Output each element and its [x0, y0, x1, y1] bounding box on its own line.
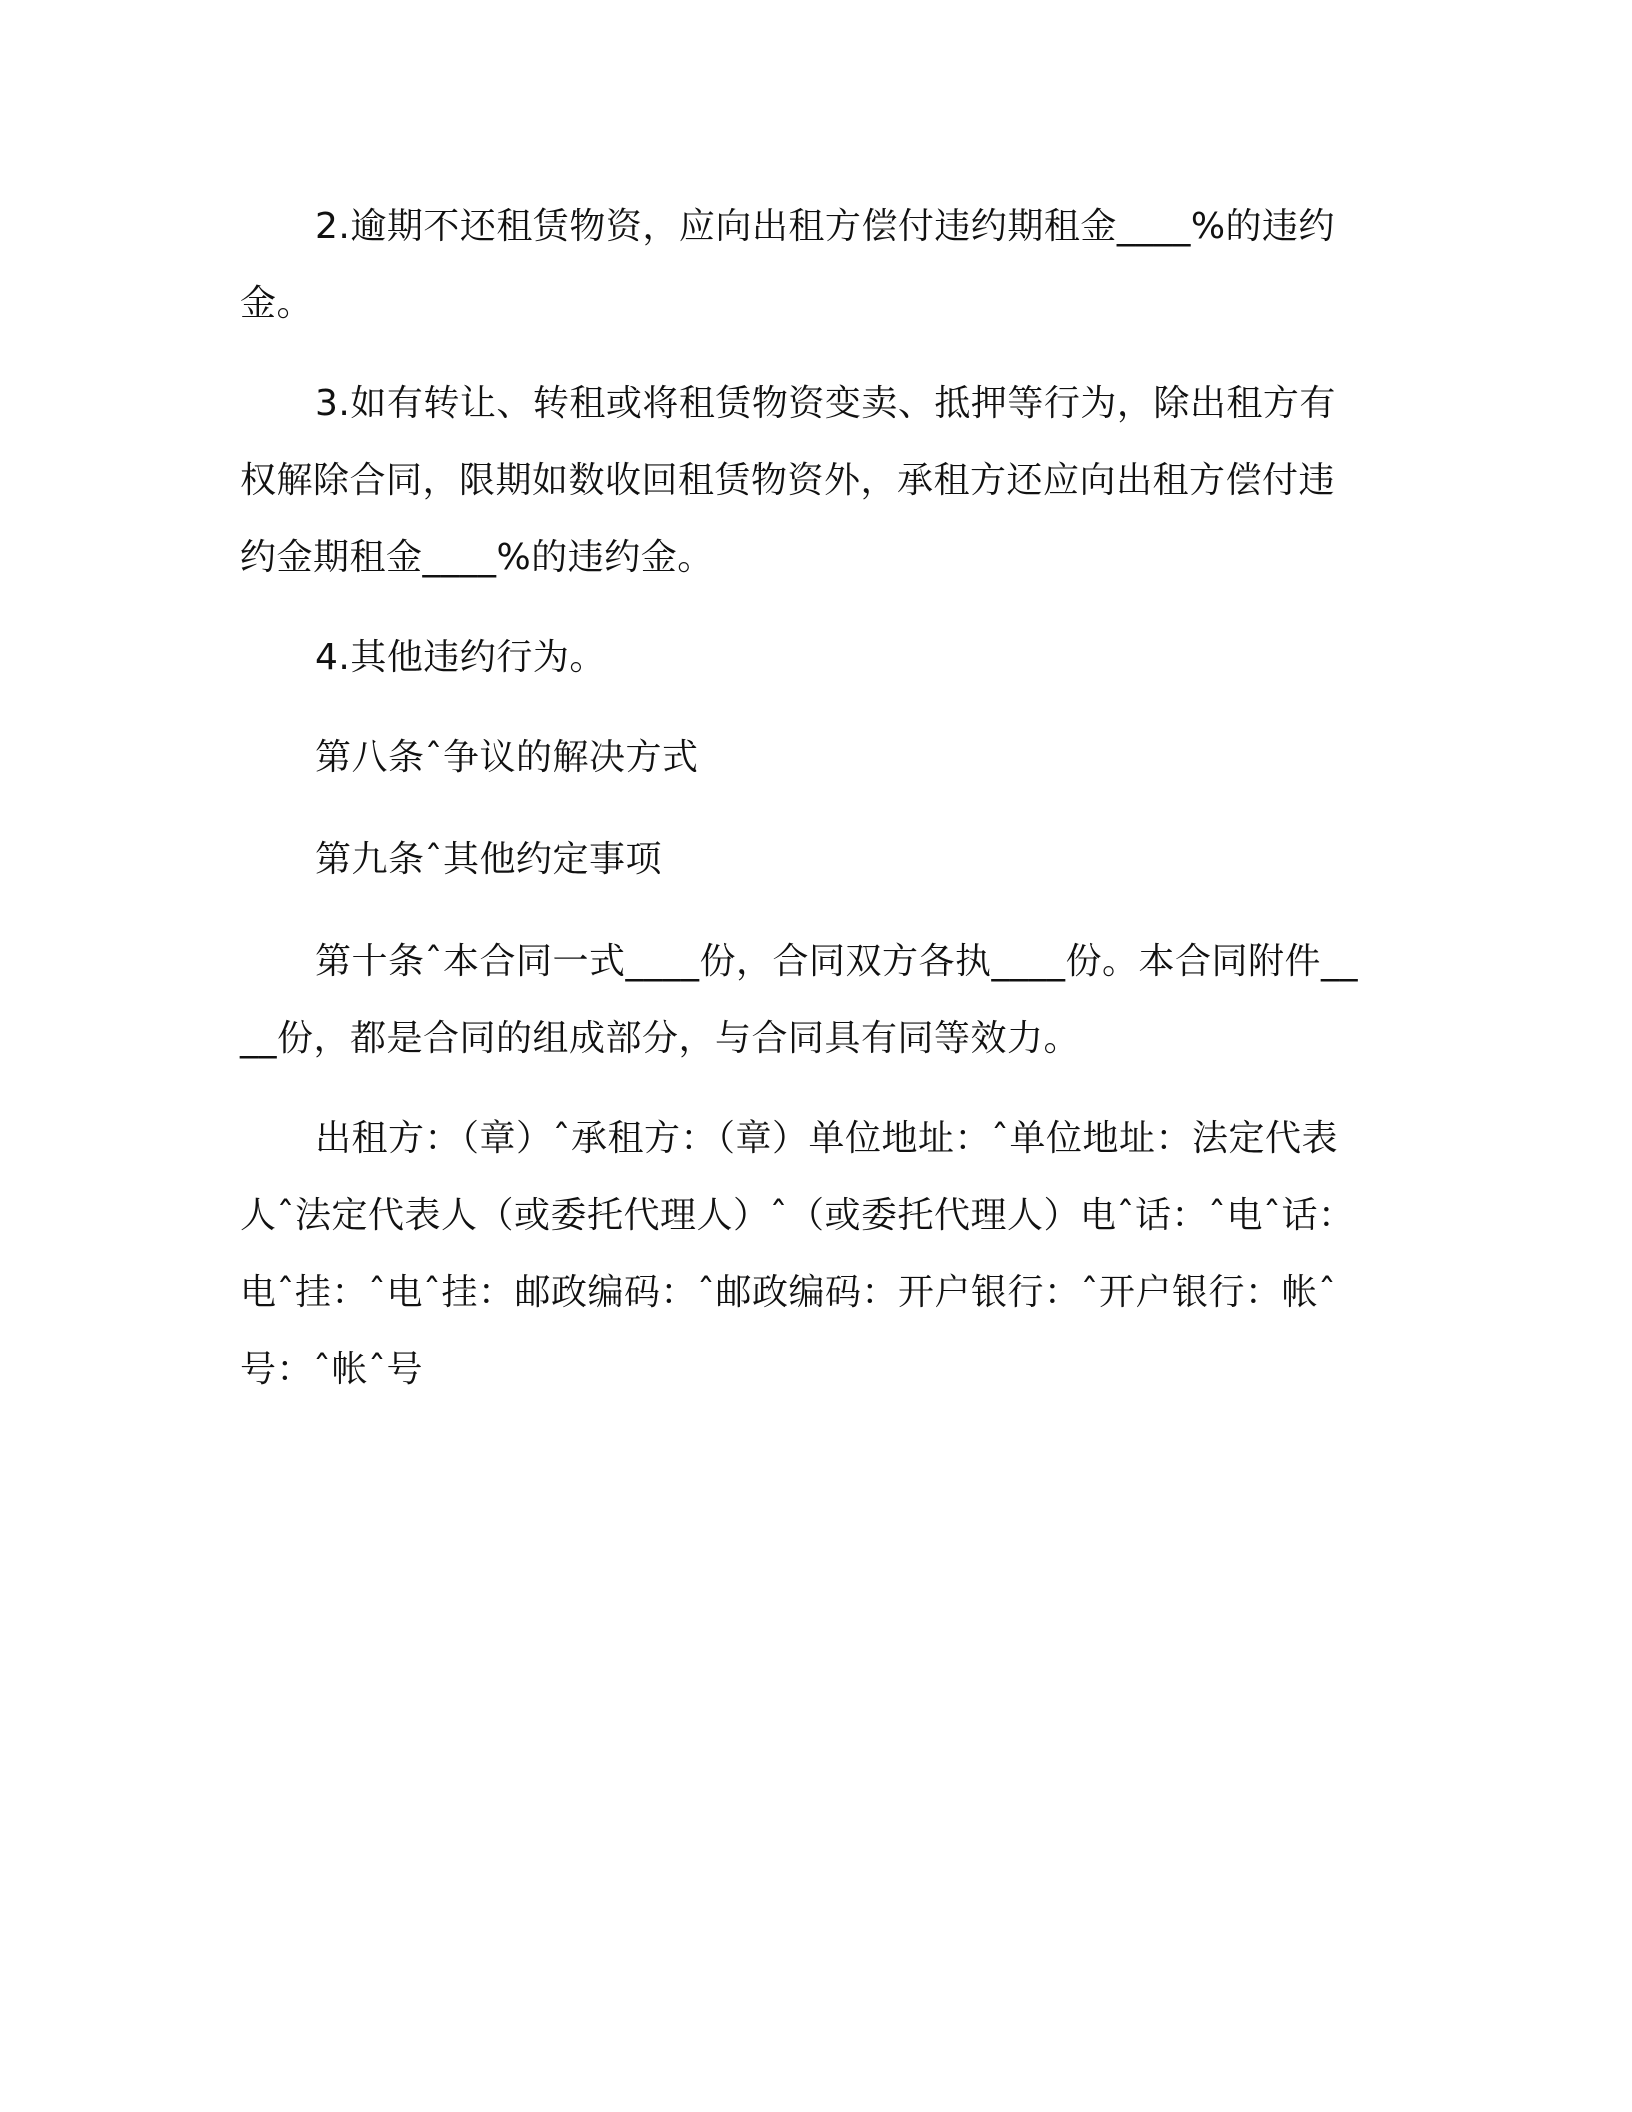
clause-transfer-sublease: 3.如有转让、转租或将租赁物资变卖、抵押等行为，除出租方有权解除合同，限期如数收回租赁物资外，承租方还应向出租方偿付违约金期租金____%的违约金。 [240, 383, 1336, 578]
signature-block: 出租方：（章）ˆ承租方：（章）单位地址：ˆ单位地址：法定代表人ˆ法定代表人（或委托代理人）ˆ（或委托代理人）电ˆ话：ˆ电ˆ话：电ˆ挂：ˆ电ˆ挂：邮政编码：ˆ邮政编码：开户银行：ˆ开户银行：帐ˆ号：ˆ帐ˆ号 [240, 1118, 1355, 1390]
article-8-dispute-resolution: 第八条ˆ争议的解决方式 [315, 737, 699, 778]
document-body [240, 188, 1360, 1431]
article-10-copies: 第十条ˆ本合同一式____份，合同双方各执____份。本合同附件____份，都是合同的组成部分，与合同具有同等效力。 [240, 941, 1359, 1059]
clause-other-breach: 4.其他违约行为。 [315, 637, 606, 678]
article-9-other-matters: 第九条ˆ其他约定事项 [315, 839, 663, 880]
clause-overdue-return: 2.逾期不还租赁物资，应向出租方偿付违约期租金____%的违约金。 [240, 206, 1336, 324]
